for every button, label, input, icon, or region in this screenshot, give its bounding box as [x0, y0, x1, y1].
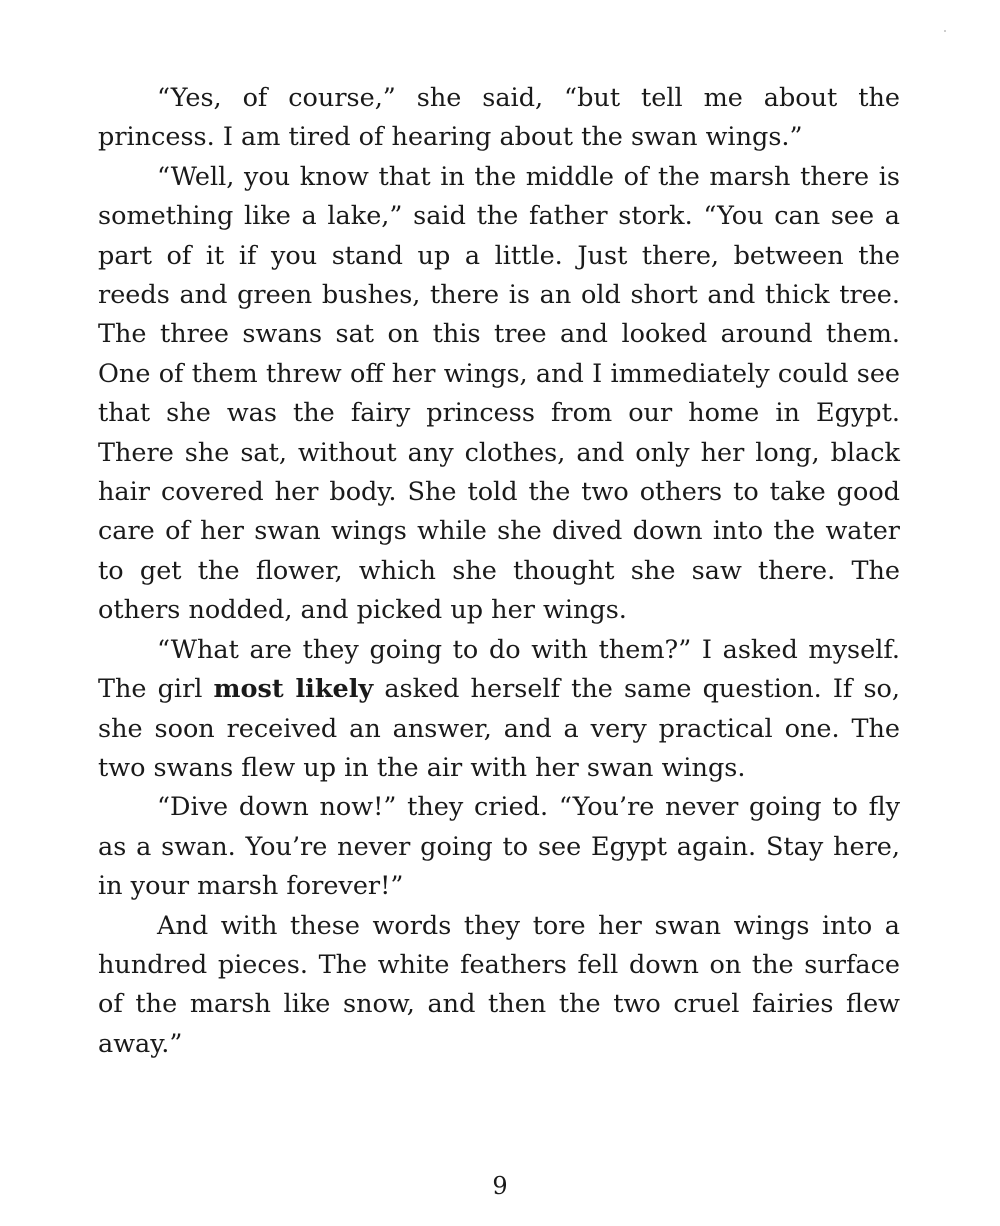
- page-body: [98, 79, 900, 1064]
- paragraph-5-text: And with these words they tore her swan wings into a hundred pieces. The white feathers fell down on the surface of the marsh like snow, and then the two cruel fairies flew away.”: [98, 910, 900, 1059]
- paragraph-3: [98, 631, 900, 789]
- paragraph-1-text: “Yes, of course,” she said, “but tell me about the princess. I am tired of hearing about the swan wings.”: [98, 83, 900, 153]
- paragraph-4-text: “Dive down now!” they cried. “You’re never going to fly as a swan. You’re never going to see Egypt again. Stay here, in your marsh forever!”: [98, 792, 900, 902]
- scan-speck: [944, 30, 946, 32]
- paragraph-2: [98, 158, 900, 631]
- paragraph-3-text-after: asked herself the same question. If so, she soon received an answer, and a very practical one. The two swans flew up in the air with her swan wings.: [98, 674, 900, 783]
- paragraph-5: [98, 907, 900, 1065]
- page-number: 9: [492, 1172, 508, 1200]
- paragraph-1: [98, 79, 900, 158]
- paragraph-3-bold-phrase: most likely: [213, 674, 374, 705]
- paragraph-3-text-before: “What are they going to do with them?” I asked myself. The girl: [98, 634, 900, 705]
- paragraph-4: [98, 788, 900, 906]
- paragraph-2-text: “Well, you know that in the middle of the marsh there is something like a lake,” said the father stork. “You can see a part of it if you stand up a little. Just there, between the reeds and green bushes, there is an old short and thick tree. The three swans sat on this tree and looked around them. One of them threw off her wings, and I immediately could see that she was the fairy princess from our home in Egypt. There she sat, without any clothes, and only her long, black hair covered her body. She told the two others to take good care of her swan wings while she dived down into the water to get the flower, which she thought she saw there. The others nodded, and picked up her wings.: [98, 161, 900, 626]
